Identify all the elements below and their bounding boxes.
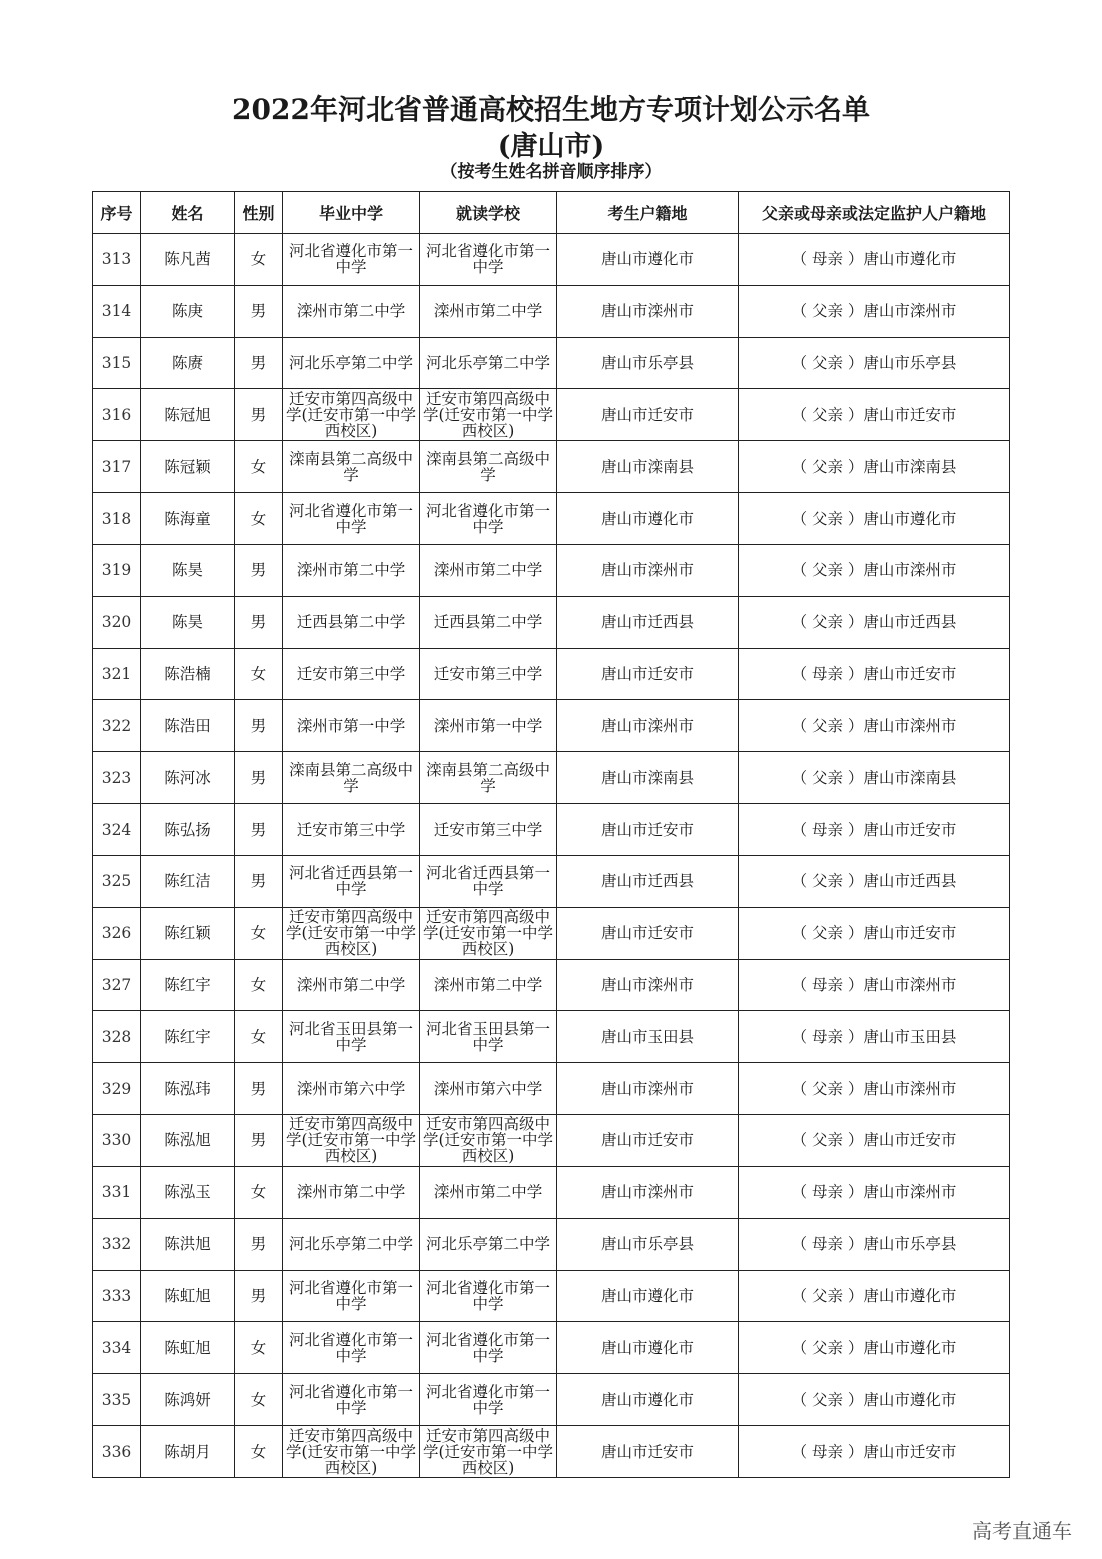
cell-gender: 男 (235, 544, 283, 596)
cell-candidate-hukou: 唐山市遵化市 (557, 493, 739, 545)
cell-graduation-school: 滦南县第二高级中学 (283, 441, 420, 493)
cell-gender: 男 (235, 804, 283, 856)
cell-graduation-school: 河北省遵化市第一中学 (283, 1322, 420, 1374)
cell-candidate-hukou: 唐山市迁安市 (557, 907, 739, 959)
table-row (93, 907, 1010, 959)
cell-name: 陈红宇 (141, 959, 235, 1011)
cell-graduation-school: 迁安市第四高级中学(迁安市第一中学西校区) (283, 1115, 420, 1167)
cell-index: 336 (93, 1426, 141, 1478)
cell-index: 330 (93, 1115, 141, 1167)
header-cell-gender: 性别 (235, 192, 283, 234)
cell-current-school: 迁安市第三中学 (420, 648, 557, 700)
cell-current-school: 河北省遵化市第一中学 (420, 1322, 557, 1374)
cell-graduation-school: 滦州市第一中学 (283, 700, 420, 752)
cell-gender: 男 (235, 1063, 283, 1115)
cell-graduation-school: 滦州市第二中学 (283, 1166, 420, 1218)
cell-gender: 女 (235, 493, 283, 545)
cell-current-school: 滦州市第二中学 (420, 285, 557, 337)
table-row (93, 1270, 1010, 1322)
cell-candidate-hukou: 唐山市滦州市 (557, 959, 739, 1011)
cell-graduation-school: 滦州市第二中学 (283, 959, 420, 1011)
cell-index: 333 (93, 1270, 141, 1322)
cell-guardian-hukou: （ 父亲 ）唐山市滦州市 (739, 700, 1010, 752)
cell-index: 316 (93, 389, 141, 441)
cell-index: 317 (93, 441, 141, 493)
cell-index: 314 (93, 285, 141, 337)
table-row (93, 648, 1010, 700)
cell-current-school: 滦州市第二中学 (420, 959, 557, 1011)
table-row (93, 700, 1010, 752)
cell-gender: 女 (235, 959, 283, 1011)
cell-name: 陈凡茜 (141, 234, 235, 286)
cell-current-school: 滦州市第六中学 (420, 1063, 557, 1115)
table-row (93, 234, 1010, 286)
cell-current-school: 滦州市第二中学 (420, 1166, 557, 1218)
cell-candidate-hukou: 唐山市乐亭县 (557, 1218, 739, 1270)
cell-guardian-hukou: （ 父亲 ）唐山市滦南县 (739, 441, 1010, 493)
cell-name: 陈河冰 (141, 752, 235, 804)
cell-guardian-hukou: （ 父亲 ）唐山市迁西县 (739, 855, 1010, 907)
page-title: 2022年河北省普通高校招生地方专项计划公示名单 (232, 93, 870, 126)
table-row (93, 285, 1010, 337)
cell-guardian-hukou: （ 父亲 ）唐山市迁安市 (739, 1115, 1010, 1167)
cell-candidate-hukou: 唐山市迁安市 (557, 1115, 739, 1167)
cell-graduation-school: 迁安市第四高级中学(迁安市第一中学西校区) (283, 389, 420, 441)
cell-guardian-hukou: （ 父亲 ）唐山市迁安市 (739, 907, 1010, 959)
cell-gender: 男 (235, 700, 283, 752)
cell-current-school: 滦南县第二高级中学 (420, 441, 557, 493)
cell-current-school: 河北省玉田县第一中学 (420, 1011, 557, 1063)
cell-index: 328 (93, 1011, 141, 1063)
table-row (93, 596, 1010, 648)
cell-name: 陈洪旭 (141, 1218, 235, 1270)
cell-graduation-school: 河北省遵化市第一中学 (283, 1374, 420, 1426)
cell-graduation-school: 迁西县第二中学 (283, 596, 420, 648)
header-cell-current-school: 就读学校 (420, 192, 557, 234)
cell-index: 325 (93, 855, 141, 907)
page-subtitle-sort-note: （按考生姓名拼音顺序排序） (440, 162, 662, 182)
cell-index: 321 (93, 648, 141, 700)
cell-gender: 女 (235, 441, 283, 493)
cell-current-school: 河北省遵化市第一中学 (420, 493, 557, 545)
cell-current-school: 迁安市第四高级中学(迁安市第一中学西校区) (420, 1426, 557, 1478)
cell-index: 326 (93, 907, 141, 959)
cell-name: 陈泓玮 (141, 1063, 235, 1115)
cell-name: 陈浩田 (141, 700, 235, 752)
cell-index: 331 (93, 1166, 141, 1218)
cell-candidate-hukou: 唐山市滦州市 (557, 544, 739, 596)
cell-index: 329 (93, 1063, 141, 1115)
cell-guardian-hukou: （ 父亲 ）唐山市滦州市 (739, 544, 1010, 596)
cell-current-school: 迁安市第四高级中学(迁安市第一中学西校区) (420, 389, 557, 441)
cell-gender: 男 (235, 855, 283, 907)
cell-index: 323 (93, 752, 141, 804)
cell-graduation-school: 滦南县第二高级中学 (283, 752, 420, 804)
cell-name: 陈赓 (141, 337, 235, 389)
cell-candidate-hukou: 唐山市滦州市 (557, 1166, 739, 1218)
cell-current-school: 河北省遵化市第一中学 (420, 234, 557, 286)
cell-candidate-hukou: 唐山市遵化市 (557, 1322, 739, 1374)
cell-index: 334 (93, 1322, 141, 1374)
cell-name: 陈泓玉 (141, 1166, 235, 1218)
cell-current-school: 河北省遵化市第一中学 (420, 1374, 557, 1426)
cell-index: 320 (93, 596, 141, 648)
table-row (93, 804, 1010, 856)
cell-name: 陈昊 (141, 596, 235, 648)
cell-index: 335 (93, 1374, 141, 1426)
header-cell-graduation-school: 毕业中学 (283, 192, 420, 234)
cell-index: 327 (93, 959, 141, 1011)
cell-guardian-hukou: （ 母亲 ）唐山市滦州市 (739, 1166, 1010, 1218)
cell-gender: 女 (235, 648, 283, 700)
cell-candidate-hukou: 唐山市滦州市 (557, 285, 739, 337)
cell-gender: 男 (235, 1270, 283, 1322)
cell-name: 陈鸿妍 (141, 1374, 235, 1426)
cell-graduation-school: 迁安市第四高级中学(迁安市第一中学西校区) (283, 1426, 420, 1478)
cell-graduation-school: 河北省遵化市第一中学 (283, 234, 420, 286)
table-header-row (93, 192, 1010, 234)
cell-current-school: 迁西县第二中学 (420, 596, 557, 648)
cell-name: 陈浩楠 (141, 648, 235, 700)
cell-guardian-hukou: （ 父亲 ）唐山市遵化市 (739, 1374, 1010, 1426)
cell-gender: 女 (235, 1166, 283, 1218)
cell-guardian-hukou: （ 父亲 ）唐山市遵化市 (739, 1270, 1010, 1322)
cell-guardian-hukou: （ 父亲 ）唐山市遵化市 (739, 1322, 1010, 1374)
cell-graduation-school: 迁安市第三中学 (283, 648, 420, 700)
cell-current-school: 滦南县第二高级中学 (420, 752, 557, 804)
cell-name: 陈冠旭 (141, 389, 235, 441)
cell-candidate-hukou: 唐山市迁西县 (557, 596, 739, 648)
cell-candidate-hukou: 唐山市遵化市 (557, 234, 739, 286)
cell-candidate-hukou: 唐山市迁西县 (557, 855, 739, 907)
cell-gender: 男 (235, 1218, 283, 1270)
table-row (93, 752, 1010, 804)
cell-gender: 女 (235, 1374, 283, 1426)
cell-name: 陈红颖 (141, 907, 235, 959)
cell-candidate-hukou: 唐山市滦州市 (557, 700, 739, 752)
cell-graduation-school: 河北省迁西县第一中学 (283, 855, 420, 907)
cell-current-school: 滦州市第一中学 (420, 700, 557, 752)
cell-graduation-school: 河北省遵化市第一中学 (283, 493, 420, 545)
cell-guardian-hukou: （ 父亲 ）唐山市迁西县 (739, 596, 1010, 648)
cell-gender: 男 (235, 752, 283, 804)
cell-guardian-hukou: （ 母亲 ）唐山市迁安市 (739, 804, 1010, 856)
table-row (93, 544, 1010, 596)
cell-name: 陈胡月 (141, 1426, 235, 1478)
cell-gender: 男 (235, 285, 283, 337)
table-row (93, 441, 1010, 493)
table-row (93, 1426, 1010, 1478)
header-cell-name: 姓名 (141, 192, 235, 234)
header-cell-guardian-hukou: 父亲或母亲或法定监护人户籍地 (739, 192, 1010, 234)
cell-candidate-hukou: 唐山市玉田县 (557, 1011, 739, 1063)
cell-graduation-school: 迁安市第三中学 (283, 804, 420, 856)
cell-name: 陈弘扬 (141, 804, 235, 856)
cell-guardian-hukou: （ 父亲 ）唐山市乐亭县 (739, 337, 1010, 389)
cell-gender: 女 (235, 234, 283, 286)
cell-gender: 女 (235, 1011, 283, 1063)
cell-name: 陈虹旭 (141, 1270, 235, 1322)
cell-index: 315 (93, 337, 141, 389)
cell-index: 319 (93, 544, 141, 596)
cell-current-school: 迁安市第四高级中学(迁安市第一中学西校区) (420, 1115, 557, 1167)
table-row (93, 1166, 1010, 1218)
table-row (93, 1115, 1010, 1167)
cell-index: 318 (93, 493, 141, 545)
cell-index: 313 (93, 234, 141, 286)
cell-name: 陈红洁 (141, 855, 235, 907)
cell-gender: 女 (235, 907, 283, 959)
cell-current-school: 河北省迁西县第一中学 (420, 855, 557, 907)
cell-graduation-school: 滦州市第二中学 (283, 285, 420, 337)
cell-guardian-hukou: （ 母亲 ）唐山市滦州市 (739, 959, 1010, 1011)
cell-gender: 女 (235, 1322, 283, 1374)
cell-graduation-school: 河北省玉田县第一中学 (283, 1011, 420, 1063)
cell-guardian-hukou: （ 父亲 ）唐山市滦州市 (739, 285, 1010, 337)
cell-guardian-hukou: （ 父亲 ）唐山市迁安市 (739, 389, 1010, 441)
cell-name: 陈红宇 (141, 1011, 235, 1063)
cell-candidate-hukou: 唐山市迁安市 (557, 389, 739, 441)
cell-candidate-hukou: 唐山市乐亭县 (557, 337, 739, 389)
cell-candidate-hukou: 唐山市遵化市 (557, 1270, 739, 1322)
cell-name: 陈冠颖 (141, 441, 235, 493)
cell-name: 陈海童 (141, 493, 235, 545)
cell-name: 陈泓旭 (141, 1115, 235, 1167)
cell-graduation-school: 迁安市第四高级中学(迁安市第一中学西校区) (283, 907, 420, 959)
candidate-table (92, 191, 1010, 1478)
cell-current-school: 河北乐亭第二中学 (420, 1218, 557, 1270)
table-row (93, 1322, 1010, 1374)
cell-candidate-hukou: 唐山市迁安市 (557, 804, 739, 856)
cell-graduation-school: 河北乐亭第二中学 (283, 1218, 420, 1270)
header-cell-index: 序号 (93, 192, 141, 234)
cell-guardian-hukou: （ 母亲 ）唐山市玉田县 (739, 1011, 1010, 1063)
table-row (93, 389, 1010, 441)
cell-guardian-hukou: （ 父亲 ）唐山市遵化市 (739, 493, 1010, 545)
cell-candidate-hukou: 唐山市滦州市 (557, 1063, 739, 1115)
cell-graduation-school: 滦州市第二中学 (283, 544, 420, 596)
cell-name: 陈昊 (141, 544, 235, 596)
page-subtitle-city: (唐山市) (497, 131, 605, 162)
cell-current-school: 滦州市第二中学 (420, 544, 557, 596)
cell-guardian-hukou: （ 母亲 ）唐山市遵化市 (739, 234, 1010, 286)
cell-graduation-school: 河北省遵化市第一中学 (283, 1270, 420, 1322)
table-row (93, 493, 1010, 545)
cell-guardian-hukou: （ 母亲 ）唐山市迁安市 (739, 648, 1010, 700)
cell-candidate-hukou: 唐山市遵化市 (557, 1374, 739, 1426)
table-row (93, 337, 1010, 389)
watermark-text: 高考直通车 (972, 1519, 1072, 1543)
cell-guardian-hukou: （ 母亲 ）唐山市迁安市 (739, 1426, 1010, 1478)
table-row (93, 1374, 1010, 1426)
cell-current-school: 河北乐亭第二中学 (420, 337, 557, 389)
cell-guardian-hukou: （ 母亲 ）唐山市乐亭县 (739, 1218, 1010, 1270)
cell-graduation-school: 滦州市第六中学 (283, 1063, 420, 1115)
cell-gender: 男 (235, 1115, 283, 1167)
table-row (93, 855, 1010, 907)
cell-current-school: 迁安市第三中学 (420, 804, 557, 856)
cell-candidate-hukou: 唐山市滦南县 (557, 441, 739, 493)
cell-index: 332 (93, 1218, 141, 1270)
cell-index: 324 (93, 804, 141, 856)
cell-candidate-hukou: 唐山市迁安市 (557, 1426, 739, 1478)
table-row (93, 1218, 1010, 1270)
cell-candidate-hukou: 唐山市滦南县 (557, 752, 739, 804)
cell-name: 陈庚 (141, 285, 235, 337)
cell-candidate-hukou: 唐山市迁安市 (557, 648, 739, 700)
cell-guardian-hukou: （ 父亲 ）唐山市滦州市 (739, 1063, 1010, 1115)
table-row (93, 1011, 1010, 1063)
header-cell-candidate-hukou: 考生户籍地 (557, 192, 739, 234)
cell-guardian-hukou: （ 父亲 ）唐山市滦南县 (739, 752, 1010, 804)
cell-gender: 男 (235, 596, 283, 648)
cell-current-school: 迁安市第四高级中学(迁安市第一中学西校区) (420, 907, 557, 959)
table-row (93, 1063, 1010, 1115)
cell-gender: 男 (235, 337, 283, 389)
table-row (93, 959, 1010, 1011)
cell-index: 322 (93, 700, 141, 752)
cell-graduation-school: 河北乐亭第二中学 (283, 337, 420, 389)
cell-gender: 男 (235, 389, 283, 441)
cell-gender: 女 (235, 1426, 283, 1478)
cell-name: 陈虹旭 (141, 1322, 235, 1374)
cell-current-school: 河北省遵化市第一中学 (420, 1270, 557, 1322)
